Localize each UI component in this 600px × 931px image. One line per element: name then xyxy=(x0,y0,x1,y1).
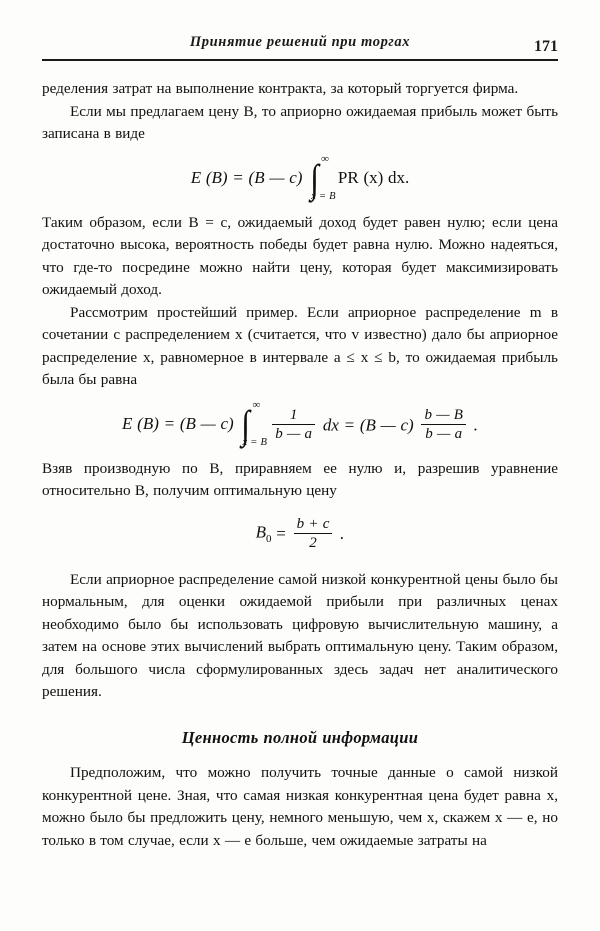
formula-3-lhs: B xyxy=(255,522,266,542)
formula-2-lhs: E (B) = (B — c) xyxy=(122,413,234,433)
integral-sign-2 xyxy=(238,398,267,448)
fraction-denominator: b — a xyxy=(275,426,313,442)
integral-lower-limit: x = B xyxy=(242,437,267,448)
paragraph-1: ределения затрат на выполнение контракта, за который торгуется фирма. xyxy=(42,80,519,97)
formula-optimal-price xyxy=(42,516,558,551)
fraction-numerator: b — B xyxy=(421,407,466,425)
formula-uniform-profit xyxy=(42,398,558,448)
fraction-one-over-b-minus-a xyxy=(272,407,315,442)
fraction-denominator: 2 xyxy=(309,534,317,551)
paragraph-2: Если мы предлагаем цену B, то априорно ожидаемая прибыль может быть записана в виде xyxy=(42,102,558,142)
paragraph-7: Предположим, что можно получить точные данные о самой низкой конкурентной цене. Зная, что самая низкая конкурентная цена будет равна x, можно было бы предложить цену, немного меньшую, чем x, скажем x — e, но только в том случае, если x — e больше, чем ожидаемые затраты на xyxy=(42,764,558,849)
formula-1-lhs: E (B) = (B — c) xyxy=(190,167,303,187)
integral-upper-limit: ∞ xyxy=(321,152,329,165)
formula-expected-profit xyxy=(42,152,558,202)
paragraph-6: Если априорное распределение самой низкой конкурентной цены было бы нормальным, для оценки ожидаемой прибыли при различных ценах необходимо было бы использовать цифровую вычислительную машину, а затем на основе этих вычислений выбрать оптимальную цену. Таким образом, для большого числа сформулированных здесь задач нет аналитического решения. xyxy=(42,570,558,701)
fraction-b-minus-B-over-b-minus-a xyxy=(421,407,466,442)
page-number: 171 xyxy=(534,38,558,55)
integral-glyph: ∫ xyxy=(310,155,320,201)
paragraph-5: Взяв производную по B, приравняем ее нулю и, разрешив уравнение относительно B, получим оптимальную цену xyxy=(42,459,558,499)
integral-glyph: ∫ xyxy=(241,401,251,447)
fraction-b-plus-c-over-2 xyxy=(294,516,333,551)
integral-sign-1 xyxy=(307,152,336,202)
fraction-numerator: 1 xyxy=(272,407,315,425)
paragraph-3: Таким образом, если B = c, ожидаемый доход будет равен нулю; если цена достаточно высока, вероятность победы будет равна нулю. Можно надеяться, что где-то посредине можно найти цену, которая будет максимизировать ожидаемый доход. xyxy=(42,213,558,298)
paragraph-4: Рассмотрим простейший пример. Если априорное распределение m в сочетании с распределением x (считается, что v известно) дало бы априорное распределение x, равномерное в интервале a ≤ x ≤ b, то ожидаемая прибыль была бы равна xyxy=(42,303,558,388)
integral-upper-limit: ∞ xyxy=(252,398,261,411)
page-content xyxy=(42,34,558,852)
formula-1-integrand: PR (x) dx. xyxy=(337,167,410,187)
formula-2-end: . xyxy=(473,415,478,434)
running-head-title: Принятие решений при торгах xyxy=(189,34,411,50)
integral-lower-limit: x = B xyxy=(311,191,336,202)
header-rule xyxy=(42,59,558,61)
formula-3-subscript: 0 xyxy=(266,532,272,545)
formula-2-middle: dx = (B — c) xyxy=(322,415,414,434)
fraction-numerator: b + c xyxy=(294,516,333,534)
body-text xyxy=(42,78,558,852)
running-header xyxy=(42,34,558,56)
section-heading: Ценность полной информации xyxy=(181,727,419,747)
formula-3-end: . xyxy=(340,523,345,543)
fraction-denominator: b — a xyxy=(425,426,463,442)
formula-3-equals: = xyxy=(276,523,286,543)
